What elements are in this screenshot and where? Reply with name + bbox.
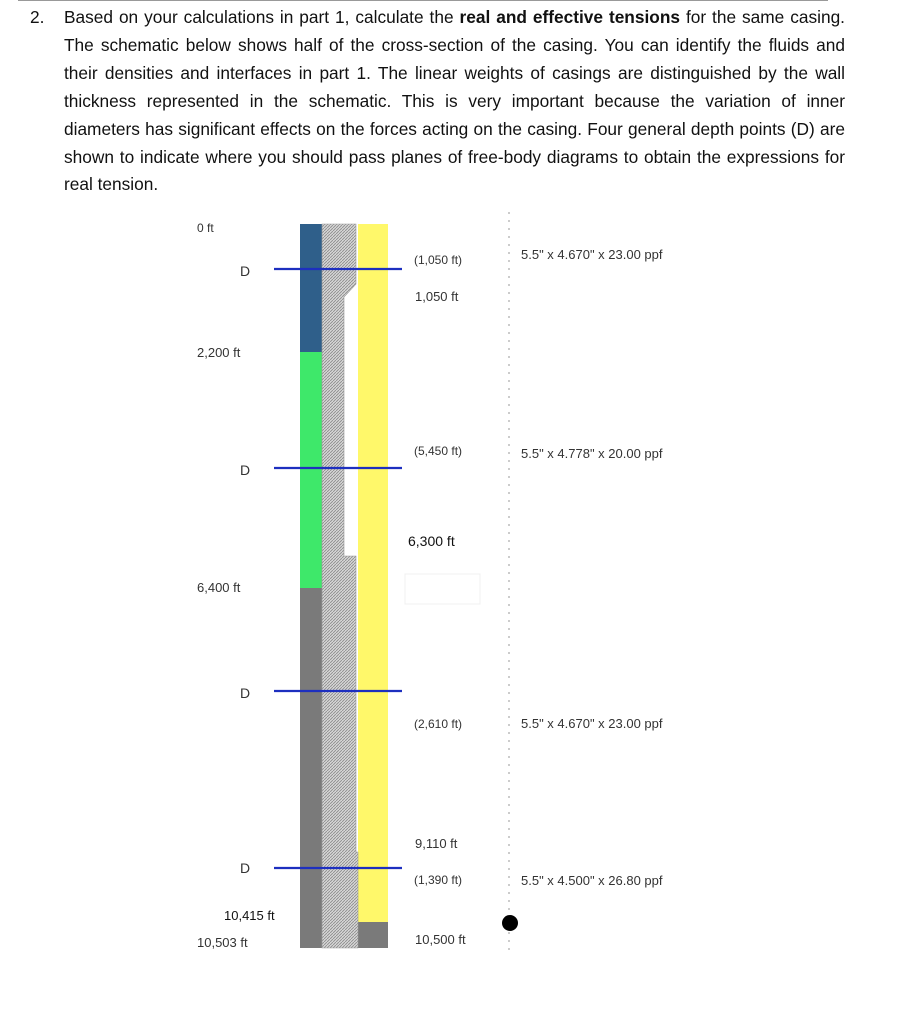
depth-label: 10,503 ft <box>197 935 248 950</box>
d-label: D <box>240 462 251 478</box>
annulus-fluid <box>358 224 388 922</box>
float-shoe-dot <box>502 915 518 931</box>
section-depth: 1,050 ft <box>415 289 459 304</box>
section-length: (1,050 ft) <box>414 253 463 267</box>
question-text-part-1: Based on your calculations in part 1, calculate the <box>64 7 460 27</box>
question-text-part-3: for the same casing. The schematic below shows half of the cross-section of the casing. You can identify the fluids and their densities and interfaces in part 1. The linear weights of casings are distinguished by the wall thickness represented in the schematic. This is very important because the variation of inner diameters has significant effects on the forces acting on the casing. Four general depth points (D) are shown to indicate where you should pass planes of free-body diagrams to obtain the expressions for real tension. <box>64 7 845 195</box>
casing-spec: 5.5" x 4.670" x 23.00 ppf <box>521 247 663 262</box>
question-text-emphasis: real and effective tensions <box>459 7 680 27</box>
casing-spec: 5.5" x 4.778" x 20.00 ppf <box>521 446 663 461</box>
d-label: D <box>240 685 251 701</box>
section-length: (2,610 ft) <box>414 717 463 731</box>
section-depth: 10,500 ft <box>415 932 466 947</box>
casing-spec: 5.5" x 4.670" x 23.00 ppf <box>521 716 663 731</box>
section-length: (5,450 ft) <box>414 444 463 458</box>
fluid-column-middle <box>300 352 322 588</box>
fluid-column-top <box>300 224 322 352</box>
cement-at-shoe <box>358 922 388 948</box>
depth-label: 10,415 ft <box>224 908 275 923</box>
d-label: D <box>240 860 251 876</box>
casing-spec: 5.5" x 4.500" x 26.80 ppf <box>521 873 663 888</box>
depth-label: 2,200 ft <box>197 345 241 360</box>
section-depth: 9,110 ft <box>415 836 458 851</box>
section-length: (1,390 ft) <box>414 873 463 887</box>
depth-label: 0 ft <box>197 221 214 235</box>
blank-label-box <box>405 574 480 604</box>
section-depth: 6,300 ft <box>408 533 455 549</box>
fluid-column-bottom <box>300 588 322 948</box>
casing-wall <box>322 224 358 948</box>
depth-label: 6,400 ft <box>197 580 241 595</box>
question-number: 2. <box>30 7 45 27</box>
d-label: D <box>240 263 251 279</box>
